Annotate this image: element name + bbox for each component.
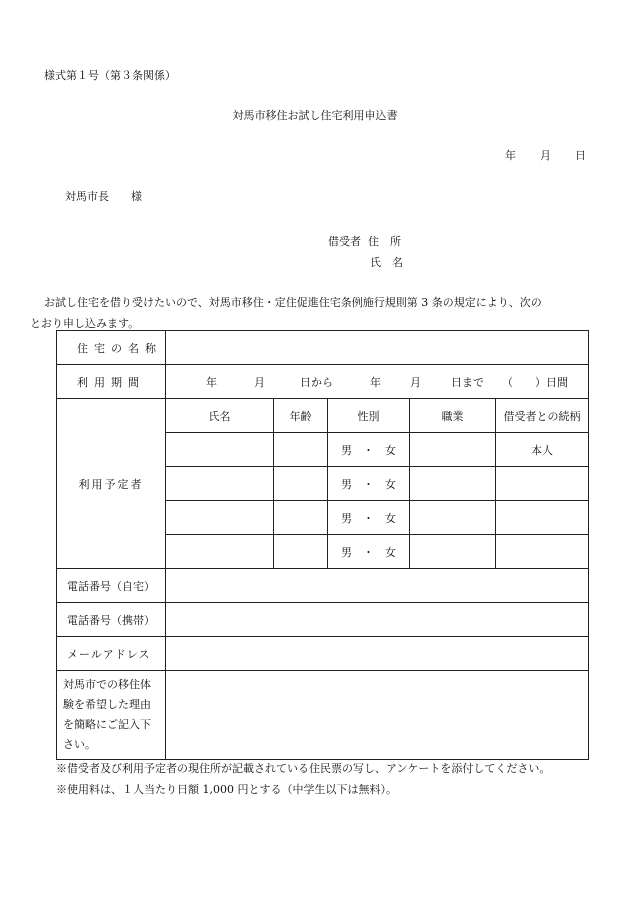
applicant-label: 借受者 [328,235,361,248]
period-label: 利用期間 [57,365,166,399]
reason-label-line: を簡略にご記入下 [63,718,151,731]
user-relation-field[interactable] [496,535,589,569]
user-gender-choice[interactable]: 男 ・ 女 [328,467,410,501]
date-year-label: 年 [505,149,516,162]
date-month-label: 月 [540,149,551,162]
users-header-row [57,399,589,433]
applicant-name-line [370,254,403,270]
user-occupation-field[interactable] [410,501,496,535]
period-month1: 月 [254,376,265,389]
phone-home-row [57,569,589,603]
user-occupation-field[interactable] [410,535,496,569]
reason-label-line: さい。 [63,738,96,751]
user-name-field[interactable] [166,501,274,535]
reason-field[interactable] [166,671,589,760]
reason-label [57,671,166,760]
period-days: （ ）日間 [502,376,568,389]
period-row [57,365,589,399]
user-age-field[interactable] [274,535,328,569]
period-day2: 日まで [451,376,484,389]
note-attachments: ※借受者及び利用予定者の現住所が記載されている住民票の写し、アンケートを添付してください。 [56,762,551,775]
user-relation-field[interactable] [496,467,589,501]
col-occupation: 職業 [410,399,496,433]
col-gender: 性別 [328,399,410,433]
application-table [56,330,589,760]
intro-line-2: とおり申し込みます。 [30,317,140,330]
user-occupation-field[interactable] [410,467,496,501]
reason-row [57,671,589,760]
user-name-field[interactable] [166,433,274,467]
applicant-address-line [328,233,401,249]
date-day-label: 日 [575,149,586,162]
col-age: 年齢 [274,399,328,433]
notes [56,758,550,800]
intro-text [30,292,592,334]
name-label: 氏 名 [370,256,403,269]
email-field[interactable] [166,637,589,671]
house-name-label: 住宅の名称 [57,331,166,365]
user-gender-choice[interactable]: 男 ・ 女 [328,535,410,569]
col-name: 氏名 [166,399,274,433]
period-year2: 年 [370,376,381,389]
email-label: メールアドレス [57,637,166,671]
form-number: 様式第１号（第３条関係） [44,69,176,82]
email-row [57,637,589,671]
page-title: 対馬市移住お試し住宅利用申込書 [232,109,398,122]
reason-label-line: 験を希望した理由 [63,698,151,711]
period-year1: 年 [206,376,217,389]
period-field[interactable] [166,365,589,399]
intro-line-1: お試し住宅を借り受けたいので、対馬市移住・定住促進住宅条例施行規則第 3 条の規定により、次の [44,296,542,309]
phone-home-label: 電話番号（自宅） [57,569,166,603]
user-age-field[interactable] [274,467,328,501]
phone-mobile-field[interactable] [166,603,589,637]
user-name-field[interactable] [166,467,274,501]
note-fee: ※使用料は、１人当たり日額 1,000 円とする（中学生以下は無料）。 [56,783,397,796]
user-gender-choice[interactable]: 男 ・ 女 [328,501,410,535]
address-label: 住 所 [368,235,401,248]
phone-home-field[interactable] [166,569,589,603]
addressee: 対馬市長 様 [65,190,142,203]
period-month2: 月 [410,376,421,389]
user-occupation-field[interactable] [410,433,496,467]
user-age-field[interactable] [274,433,328,467]
user-relation-field[interactable] [496,501,589,535]
user-age-field[interactable] [274,501,328,535]
planned-users-label: 利用予定者 [57,399,166,569]
user-relation-field[interactable]: 本人 [496,433,589,467]
user-name-field[interactable] [166,535,274,569]
col-relation: 借受者との続柄 [496,399,589,433]
reason-label-line: 対馬市での移住体 [63,678,151,691]
phone-mobile-label: 電話番号（携帯） [57,603,166,637]
period-day1: 日から [300,376,333,389]
house-name-row [57,331,589,365]
user-gender-choice[interactable]: 男 ・ 女 [328,433,410,467]
phone-mobile-row [57,603,589,637]
house-name-field[interactable] [166,331,589,365]
